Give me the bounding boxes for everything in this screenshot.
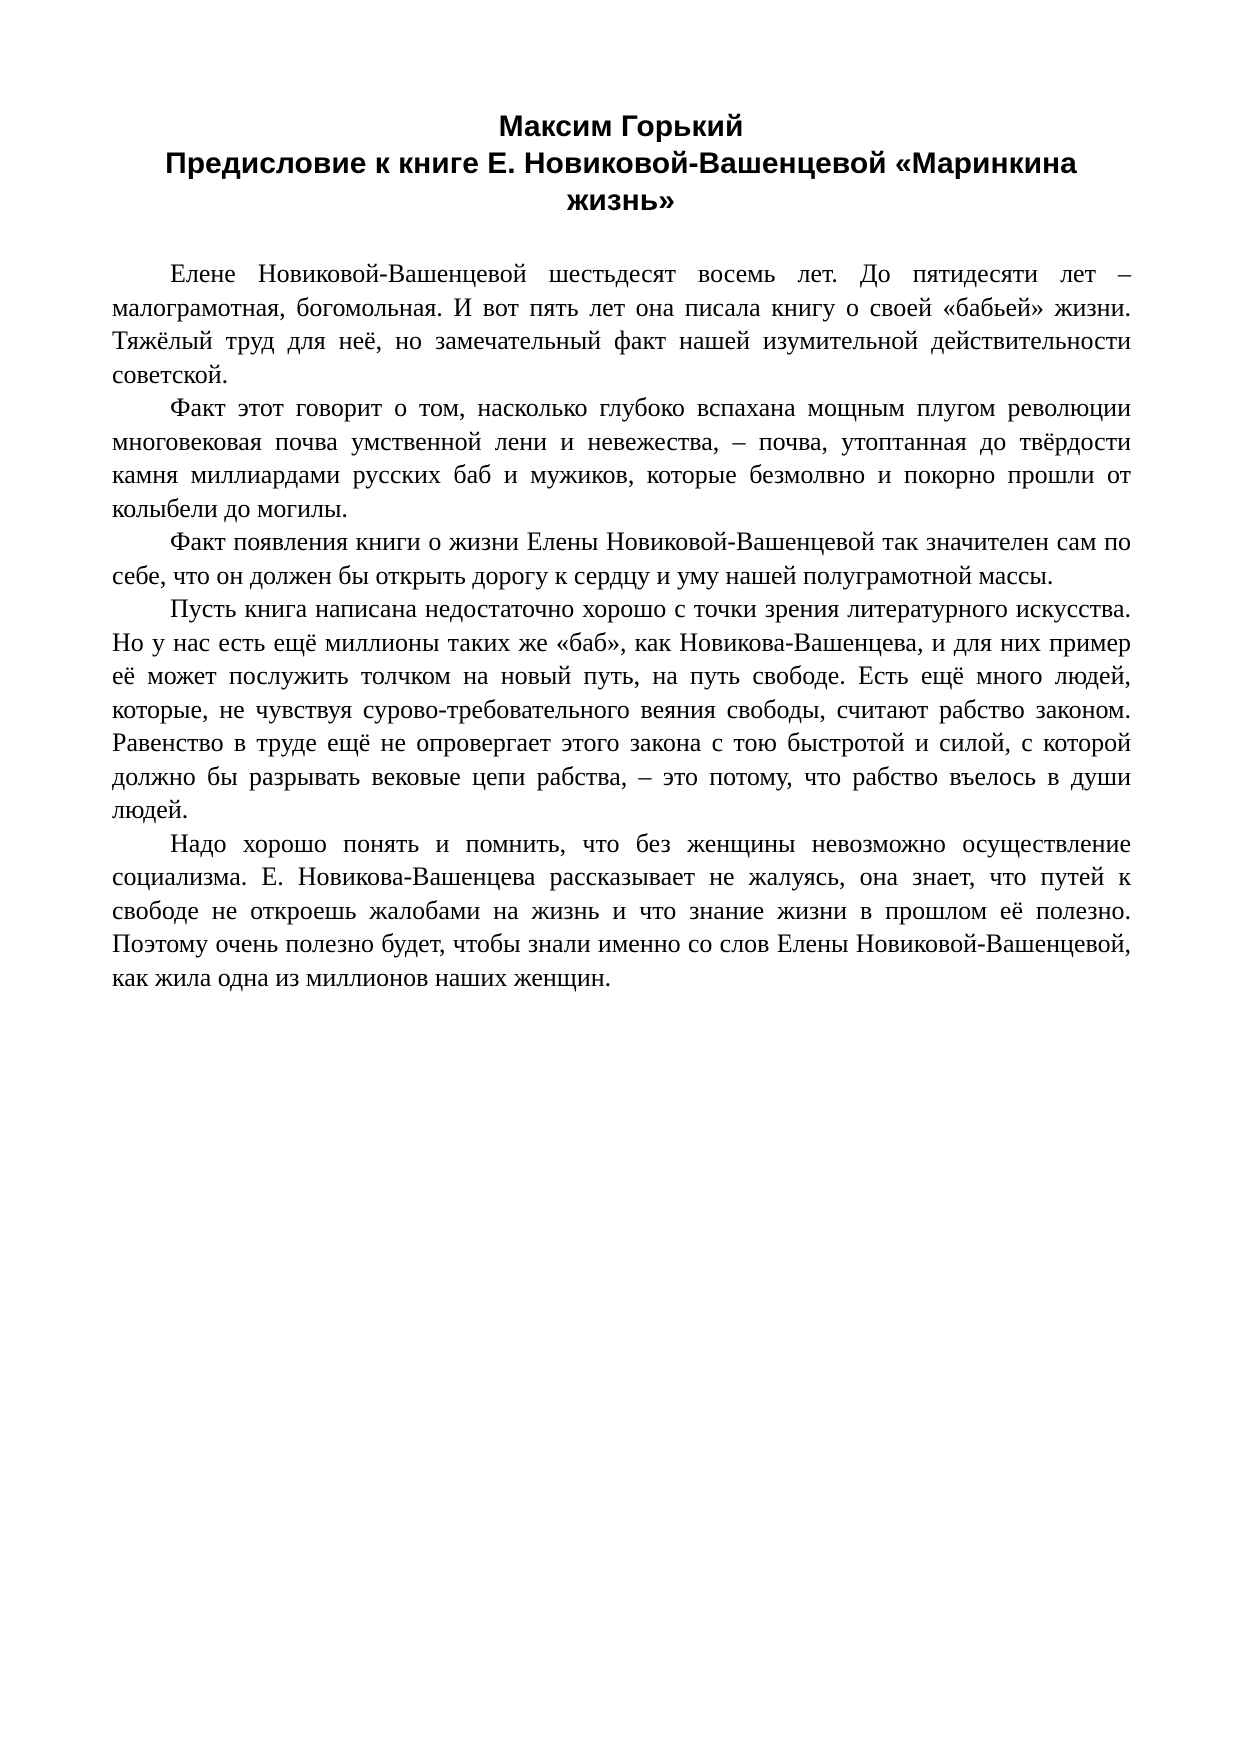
title-line-2: жизнь» [567,184,675,217]
document-title [112,108,1130,219]
paragraph: Факт появления книги о жизни Елены Новиковой-Вашенцевой так значителен сам по себе, что он должен бы открыть дорогу к сердцу и уму нашей полуграмотной массы. [112,527,1131,590]
paragraph: Надо хорошо понять и помнить, что без женщины невозможно осуществление социализма. Е. Новикова-Вашенцева рассказывает не жалуясь, она знает, что путей к свободе не откроешь жалобами на жизнь и что знание жизни в прошлом её полезно. Поэтому очень полезно будет, чтобы знали именно со слов Елены Новиковой-Вашенцевой, как жила одна из миллионов наших женщин. [112,828,1131,992]
author-name: Максим Горький [498,110,744,143]
document-body [112,257,1131,994]
paragraph: Факт этот говорит о том, насколько глубоко вспахана мощным плугом революции многовековая почва умственной лени и невежества, – почва, утоптанная до твёрдости камня миллиардами русских баб и мужиков, которые безмолвно и покорно прошли от колыбели до могилы. [112,393,1131,523]
paragraph: Пусть книга написана недостаточно хорошо с точки зрения литературного искусства. Но у нас есть ещё миллионы таких же «баб», как Новикова-Вашенцева, и для них пример её может послужить толчком на новый путь, на путь свободе. Есть ещё много людей, которые, не чувствуя сурово-требовательного веяния свободы, считают рабство законом. Равенство в труде ещё не опровергает этого закона с тою быстротой и силой, с которой должно бы разрывать вековые цепи рабства, – это потому, что рабство въелось в души людей. [112,594,1131,824]
title-line-1: Предисловие к книге Е. Новиковой-Вашенцевой «Маринкина [165,147,1077,180]
paragraph: Елене Новиковой-Вашенцевой шестьдесят восемь лет. До пятидесяти лет – малограмотная, богомольная. И вот пять лет она писала книгу о своей «бабьей» жизни. Тяжёлый труд для неё, но замечательный факт нашей изумительной действительности советской. [112,259,1131,389]
